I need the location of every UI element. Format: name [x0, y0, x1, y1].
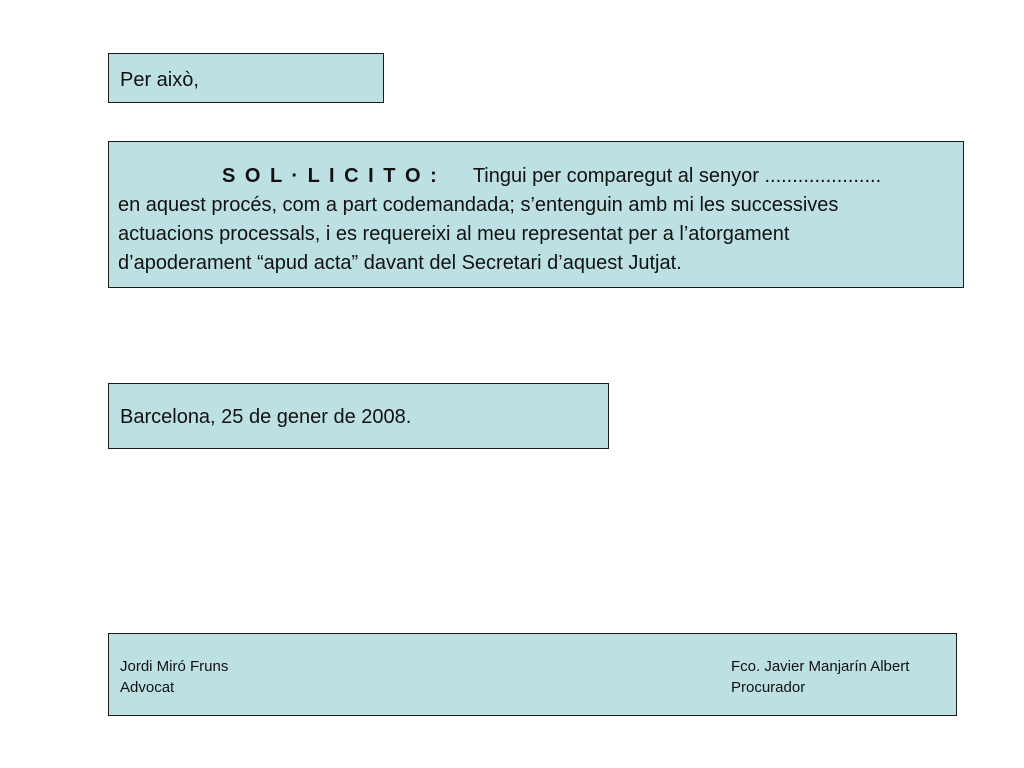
signature-lawyer	[120, 656, 228, 698]
procurator-role: Procurador	[731, 679, 806, 696]
signature-procurator	[731, 656, 909, 698]
procurator-name: Fco. Javier Manjarín Albert	[731, 658, 910, 675]
request-line-2: en aquest procés, com a part codemandada; s’entenguin amb mi les successives	[118, 194, 839, 216]
intro-text: Per això,	[120, 69, 199, 91]
signature-box	[108, 633, 957, 716]
request-keyword: S O L · L I C I T O :	[222, 165, 439, 187]
request-body	[118, 162, 959, 278]
intro-box	[108, 53, 384, 103]
request-line-1-text: Tingui per comparegut al senyor .....................	[472, 165, 882, 187]
request-line-3: actuacions processals, i es requereixi al meu representat per a l’atorgament	[118, 223, 790, 245]
date-box	[108, 383, 609, 449]
request-box	[108, 141, 964, 288]
lawyer-name: Jordi Miró Fruns	[120, 658, 229, 675]
request-line-1	[118, 162, 959, 191]
lawyer-role: Advocat	[120, 679, 175, 696]
request-line-4: d’apoderament “apud acta” davant del Secretari d’aquest Jutjat.	[118, 252, 682, 274]
date-text: Barcelona, 25 de gener de 2008.	[120, 406, 412, 428]
